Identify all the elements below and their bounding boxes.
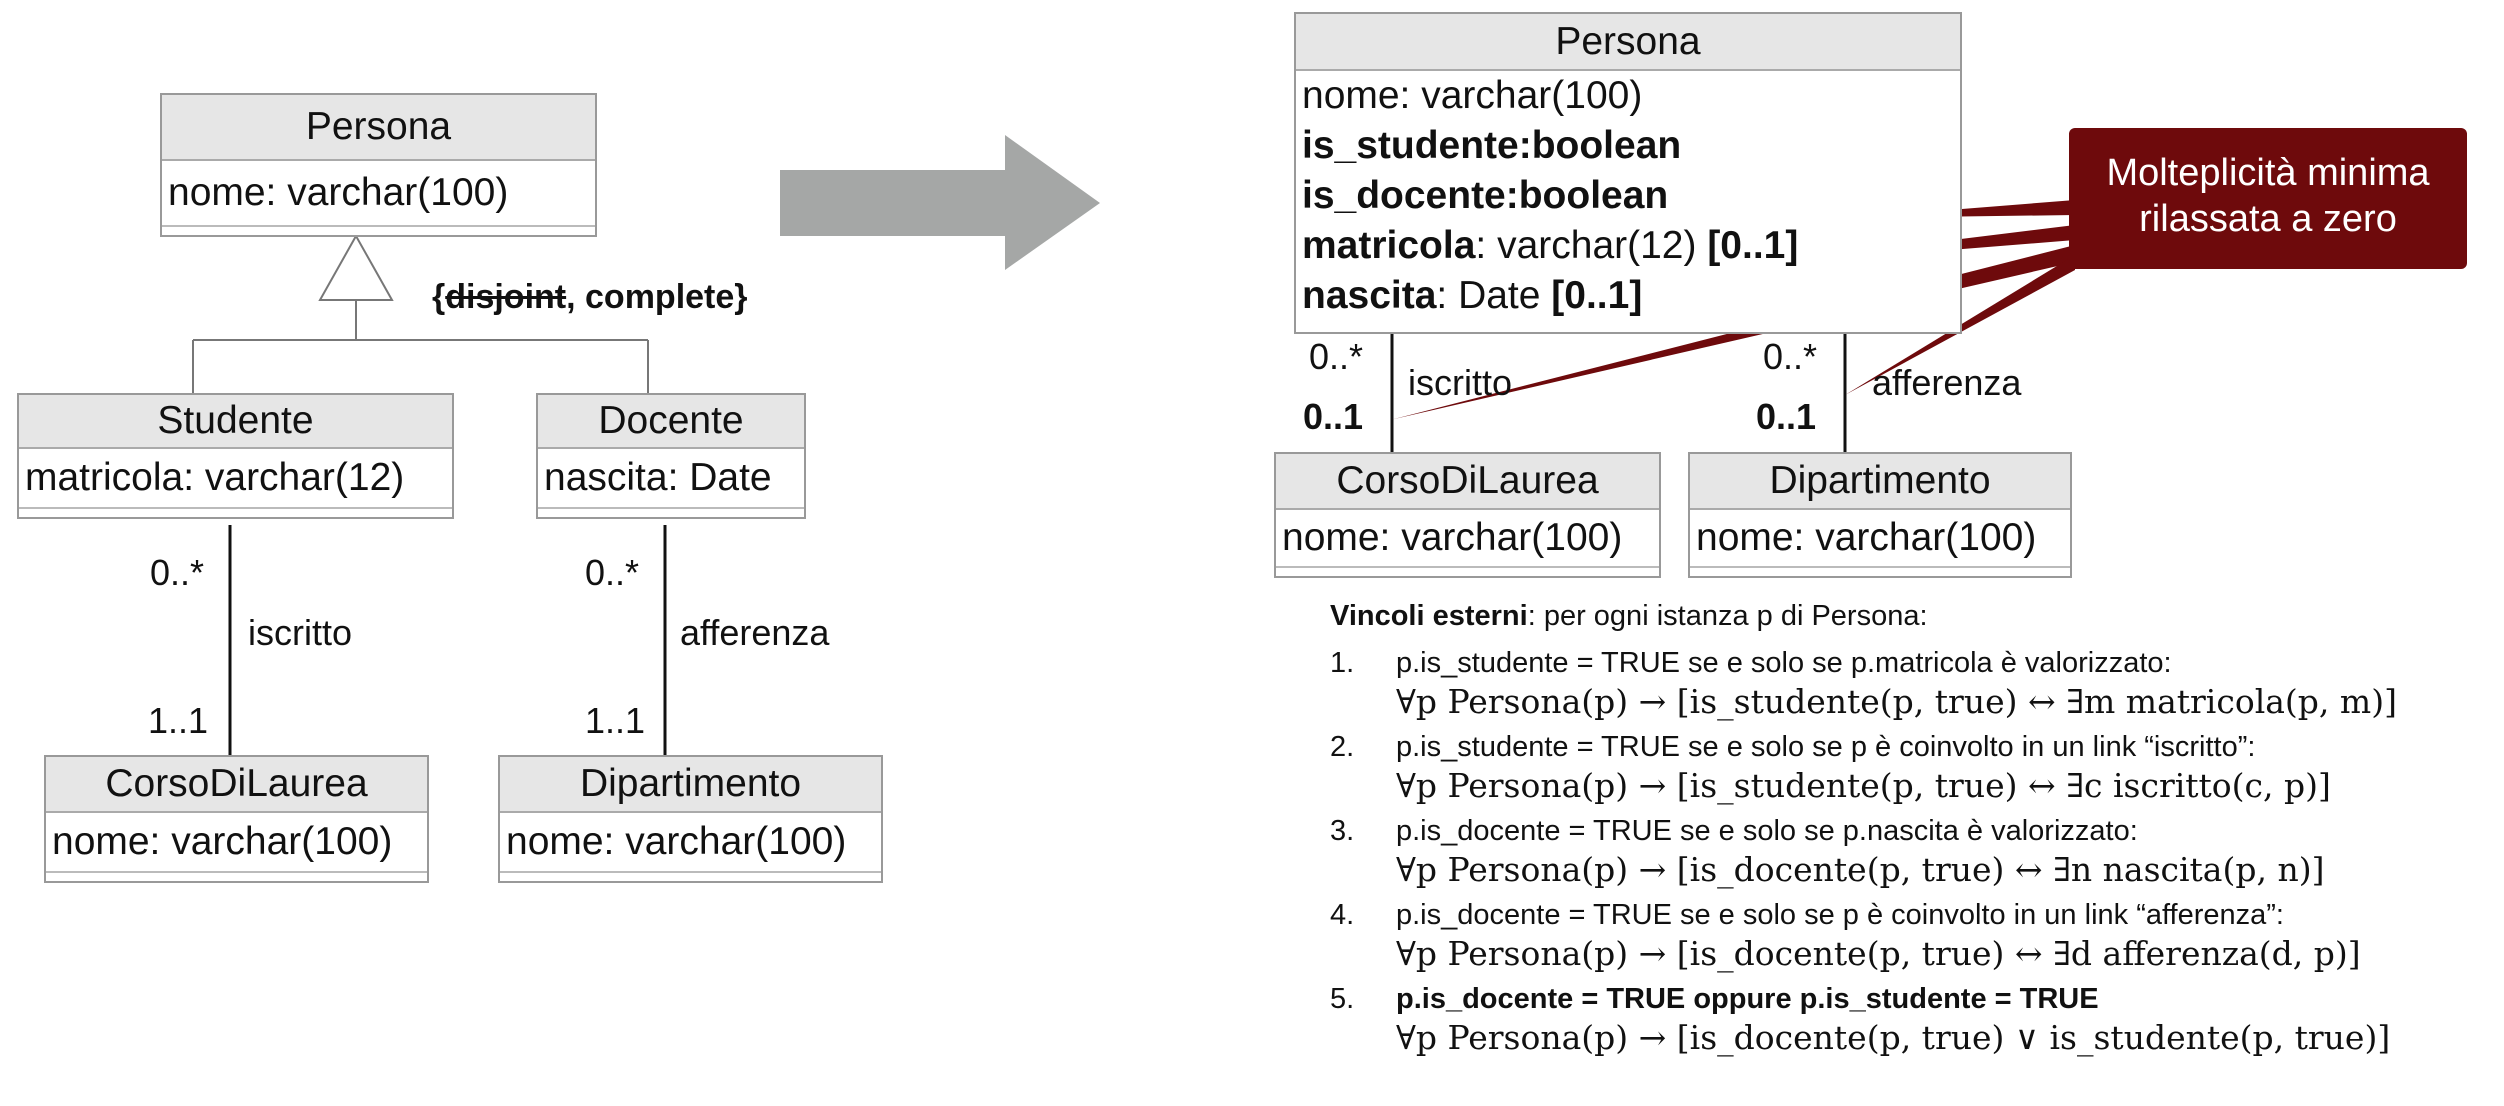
- constraint-formula: ∀p Persona(p) → [is_docente(p, true) ∨ is_studente(p, true)]: [1396, 1018, 2391, 1057]
- constraint-formula: ∀p Persona(p) → [is_docente(p, true) ↔ ∃n nascita(p, n)]: [1396, 850, 2325, 889]
- class-studente-left: [17, 393, 454, 519]
- class-title: Persona: [162, 95, 595, 161]
- class-dipartimento-right: [1688, 452, 2072, 578]
- class-title: CorsoDiLaurea: [1276, 454, 1659, 510]
- class-attribute: nascita: Date: [544, 456, 772, 499]
- class-docente-left: [536, 393, 806, 519]
- struck-disjoint: disjoint: [445, 278, 567, 316]
- mult-top-iscritto-left: 0..*: [150, 552, 205, 593]
- constraint-item: 2. p.is_studente = TRUE se e solo se p è coinvolto in un link “iscritto”: ∀p Persona(p) → [is_studente(p, true) ↔ ∃c iscritto(c, p)]: [1330, 731, 2480, 805]
- callout-line-2: rilassata a zero: [2139, 198, 2397, 240]
- class-attribute: nome: varchar(100): [1282, 516, 1623, 559]
- callout-note: [2069, 128, 2467, 269]
- mult-bottom-afferenza-left: 1..1: [585, 700, 646, 741]
- constraint-text: p.is_studente = TRUE se e solo se p è coinvolto in un link “iscritto”:: [1396, 731, 2256, 763]
- assoc-name-afferenza-right: afferenza: [1872, 362, 2022, 403]
- assoc-name-iscritto-left: iscritto: [248, 612, 353, 653]
- class-attribute: nome: varchar(100): [506, 820, 847, 863]
- constraint-text: p.is_docente = TRUE se e solo se p.nascita è valorizzato:: [1396, 815, 2138, 847]
- mult-bottom-iscritto-right: 0..1: [1303, 396, 1364, 437]
- mult-bottom-iscritto-left: 1..1: [148, 700, 209, 741]
- class-title: CorsoDiLaurea: [46, 757, 427, 813]
- constraint-text: p.is_studente = TRUE se e solo se p.matricola è valorizzato:: [1396, 647, 2172, 679]
- class-dipartimento-left: [498, 755, 883, 883]
- attr-matricola: matricola: varchar(12) [0..1]: [1302, 224, 1799, 267]
- assoc-name-iscritto-right: iscritto: [1408, 362, 1513, 403]
- attr-nome: nome: varchar(100): [1302, 74, 1643, 117]
- class-title: Dipartimento: [1690, 454, 2070, 510]
- class-corsodilaurea-left: [44, 755, 429, 883]
- class-title: Docente: [538, 395, 804, 449]
- callout-line-1: Molteplicità minima: [2106, 152, 2430, 194]
- constraint-formula: ∀p Persona(p) → [is_studente(p, true) ↔ ∃m matricola(p, m)]: [1396, 682, 2397, 721]
- assoc-name-afferenza-left: afferenza: [680, 612, 830, 653]
- mult-top-afferenza-right: 0..*: [1763, 336, 1818, 377]
- generalization-constraint: {disjoint, complete}: [432, 278, 748, 316]
- generalization-triangle: [320, 236, 392, 300]
- constraint-item: 5. p.is_docente = TRUE oppure p.is_studente = TRUE ∀p Persona(p) → [is_docente(p, true) ∨ is_studente(p, true)]: [1330, 983, 2480, 1057]
- class-title: Dipartimento: [500, 757, 881, 813]
- class-title: Persona: [1296, 14, 1960, 71]
- external-constraints: [1330, 600, 2480, 1067]
- class-corsodilaurea-right: [1274, 452, 1661, 578]
- constraint-item: 3. p.is_docente = TRUE se e solo se p.nascita è valorizzato: ∀p Persona(p) → [is_docente(p, true) ↔ ∃n nascita(p, n)]: [1330, 815, 2480, 889]
- mult-top-iscritto-right: 0..*: [1309, 336, 1364, 377]
- constraint-formula: ∀p Persona(p) → [is_docente(p, true) ↔ ∃d afferenza(d, p)]: [1396, 934, 2361, 973]
- attr-is-studente: is_studente:boolean: [1302, 124, 1682, 167]
- mult-top-afferenza-left: 0..*: [585, 552, 640, 593]
- transform-arrow: [780, 135, 1100, 270]
- class-persona-left: [160, 93, 597, 237]
- class-attribute: nome: varchar(100): [168, 171, 509, 214]
- constraint-formula: ∀p Persona(p) → [is_studente(p, true) ↔ ∃c iscritto(c, p)]: [1396, 766, 2331, 805]
- constraint-text: p.is_docente = TRUE oppure p.is_studente = TRUE: [1396, 983, 2099, 1015]
- class-attribute: matricola: varchar(12): [25, 456, 405, 499]
- mult-bottom-afferenza-right: 0..1: [1756, 396, 1817, 437]
- class-title: Studente: [19, 395, 452, 449]
- attr-nascita: nascita: Date [0..1]: [1302, 274, 1643, 317]
- constraint-text: p.is_docente = TRUE se e solo se p è coinvolto in un link “afferenza”:: [1396, 899, 2284, 931]
- constraint-item: 1. p.is_studente = TRUE se e solo se p.matricola è valorizzato: ∀p Persona(p) → [is_studente(p, true) ↔ ∃m matricola(p, m)]: [1330, 647, 2480, 721]
- constraint-item: 4. p.is_docente = TRUE se e solo se p è coinvolto in un link “afferenza”: ∀p Persona(p) → [is_docente(p, true) ↔ ∃d afferenza(d, p)]: [1330, 899, 2480, 973]
- constraints-intro: Vincoli esterni: per ogni istanza p di Persona:: [1330, 600, 1928, 632]
- class-attribute: nome: varchar(100): [52, 820, 393, 863]
- class-attribute: nome: varchar(100): [1696, 516, 2037, 559]
- class-persona-right: [1294, 12, 1962, 334]
- attr-is-docente: is_docente:boolean: [1302, 174, 1669, 217]
